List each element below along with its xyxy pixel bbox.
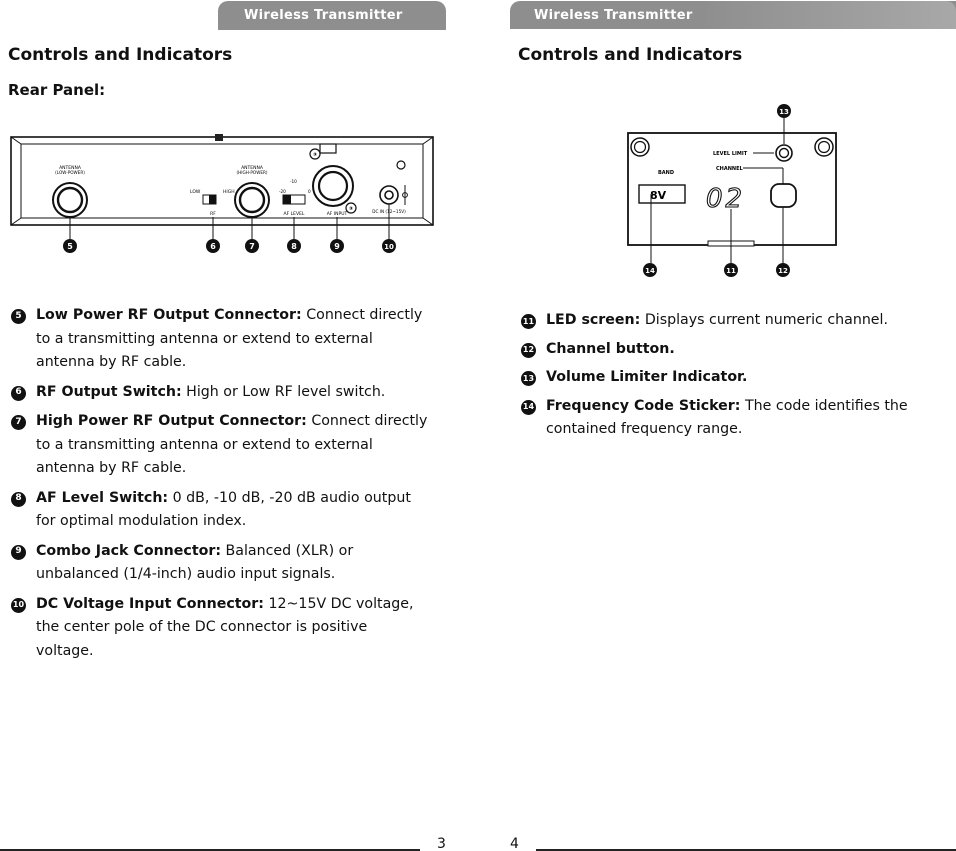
label-minus10: -10 xyxy=(290,179,297,184)
list-item xyxy=(518,338,948,362)
band-value: 8V xyxy=(650,189,667,202)
label-zero: 0 xyxy=(308,189,311,194)
callout-9 xyxy=(330,239,344,253)
label-level-limit: LEVEL LIMIT xyxy=(713,151,748,157)
list-item xyxy=(518,366,948,390)
svg-text:13: 13 xyxy=(779,108,789,116)
label-band: BAND xyxy=(658,170,675,176)
number-badge: 7 xyxy=(11,415,26,430)
item-term: RF Output Switch: xyxy=(36,383,182,400)
svg-text:6: 6 xyxy=(210,242,216,251)
rear-panel-subtitle: Rear Panel: xyxy=(8,81,106,99)
list-item xyxy=(518,309,948,333)
item-term: High Power RF Output Connector: xyxy=(36,413,307,429)
led-screen: 02 xyxy=(706,184,746,214)
channel-button xyxy=(771,184,796,207)
label-high: HIGH xyxy=(223,190,235,195)
list-item xyxy=(8,410,428,481)
footer-rule-right xyxy=(536,849,956,851)
list-item xyxy=(518,395,948,442)
label-xlr-bottom: ③ xyxy=(348,206,354,212)
label-antenna-low: ANTENNA xyxy=(59,166,81,171)
label-antenna-low-sub: (LOW-POWER) xyxy=(55,170,85,175)
label-xlr-top: ③ xyxy=(312,152,318,158)
label-minus20: -20 xyxy=(279,189,286,194)
label-antenna-high: ANTENNA xyxy=(241,166,263,171)
callout-10 xyxy=(382,239,396,253)
label-low: LOW xyxy=(190,190,201,195)
list-item xyxy=(8,304,428,375)
item-term: Frequency Code Sticker: xyxy=(546,397,741,414)
list-item xyxy=(8,540,428,587)
label-channel: CHANNEL xyxy=(716,166,743,172)
svg-text:12: 12 xyxy=(778,267,788,275)
list-item xyxy=(8,487,428,534)
number-badge: 5 xyxy=(11,309,26,324)
volume-limiter-indicator xyxy=(776,145,792,161)
right-page xyxy=(478,0,956,851)
label-af-input: AF INPUT xyxy=(326,212,348,217)
panel-inner xyxy=(21,144,423,218)
item-desc: Displays current numeric channel. xyxy=(640,312,888,328)
svg-text:8: 8 xyxy=(291,242,297,251)
front-panel-item-list xyxy=(518,309,948,447)
callout-13 xyxy=(777,104,791,118)
number-badge: 6 xyxy=(11,386,26,401)
item-term: LED screen: xyxy=(546,312,641,328)
item-desc: Connect directly to a transmitting antenna or extend to external antenna by RF cable. xyxy=(36,307,423,370)
page-number-right: 4 xyxy=(510,836,519,851)
svg-text:10: 10 xyxy=(384,243,394,251)
header-tab-left: Wireless Transmitter xyxy=(218,1,446,30)
header-tab-right: Wireless Transmitter xyxy=(510,1,956,29)
number-badge: 8 xyxy=(11,492,26,507)
callout-8 xyxy=(287,239,301,253)
item-term: Combo Jack Connector: xyxy=(36,542,222,559)
item-term: Channel button. xyxy=(546,340,675,357)
label-antenna-high-sub: (HIGH-POWER) xyxy=(236,170,268,175)
front-panel-diagram xyxy=(618,100,848,285)
callout-7 xyxy=(245,239,259,253)
callout-6 xyxy=(206,239,220,253)
item-term: DC Voltage Input Connector: xyxy=(36,595,264,612)
label-af-level: AF LEVEL xyxy=(283,212,305,217)
list-item xyxy=(8,593,428,664)
rear-panel-diagram xyxy=(8,130,436,260)
callout-12 xyxy=(776,263,790,277)
page-number-left: 3 xyxy=(437,836,446,851)
item-desc: The code identifies the contained frequency range. xyxy=(546,397,908,437)
svg-text:14: 14 xyxy=(645,267,655,275)
label-dc-in: DC IN (12~15V) xyxy=(372,209,406,214)
number-badge: 11 xyxy=(521,314,536,329)
rf-switch xyxy=(209,195,216,204)
page-title-left: Controls and Indicators xyxy=(8,45,233,65)
number-badge: 12 xyxy=(521,343,536,358)
number-badge: 13 xyxy=(521,371,536,386)
number-badge: 10 xyxy=(11,598,26,613)
dc-input-connector xyxy=(380,186,398,204)
item-desc: 0 dB, -10 dB, -20 dB audio output for optimal modulation index. xyxy=(36,489,411,529)
af-level-switch xyxy=(283,195,291,204)
number-badge: 14 xyxy=(521,400,536,415)
item-desc: Balanced (XLR) or unbalanced (1/4-inch) audio input signals. xyxy=(36,542,354,582)
item-term: AF Level Switch: xyxy=(36,489,169,506)
rear-panel-item-list xyxy=(8,304,428,669)
callout-11 xyxy=(724,263,738,277)
svg-text:9: 9 xyxy=(334,242,340,251)
list-item xyxy=(8,381,428,405)
callout-14 xyxy=(643,263,657,277)
page-title-right: Controls and Indicators xyxy=(518,45,743,65)
svg-text:5: 5 xyxy=(67,242,73,251)
footer-rule-left xyxy=(0,849,420,851)
item-desc: 12~15V DC voltage, the center pole of the DC connector is positive voltage. xyxy=(36,595,414,659)
label-rf: RF xyxy=(210,212,216,217)
item-term: Low Power RF Output Connector: xyxy=(36,307,302,323)
item-term: Volume Limiter Indicator. xyxy=(546,369,748,385)
number-badge: 9 xyxy=(11,545,26,560)
item-desc: High or Low RF level switch. xyxy=(181,383,386,400)
callout-5 xyxy=(63,239,77,253)
item-desc: Connect directly to a transmitting antenna or extend to external antenna by RF cable. xyxy=(36,413,428,476)
svg-text:7: 7 xyxy=(249,242,255,251)
svg-text:11: 11 xyxy=(726,267,736,275)
